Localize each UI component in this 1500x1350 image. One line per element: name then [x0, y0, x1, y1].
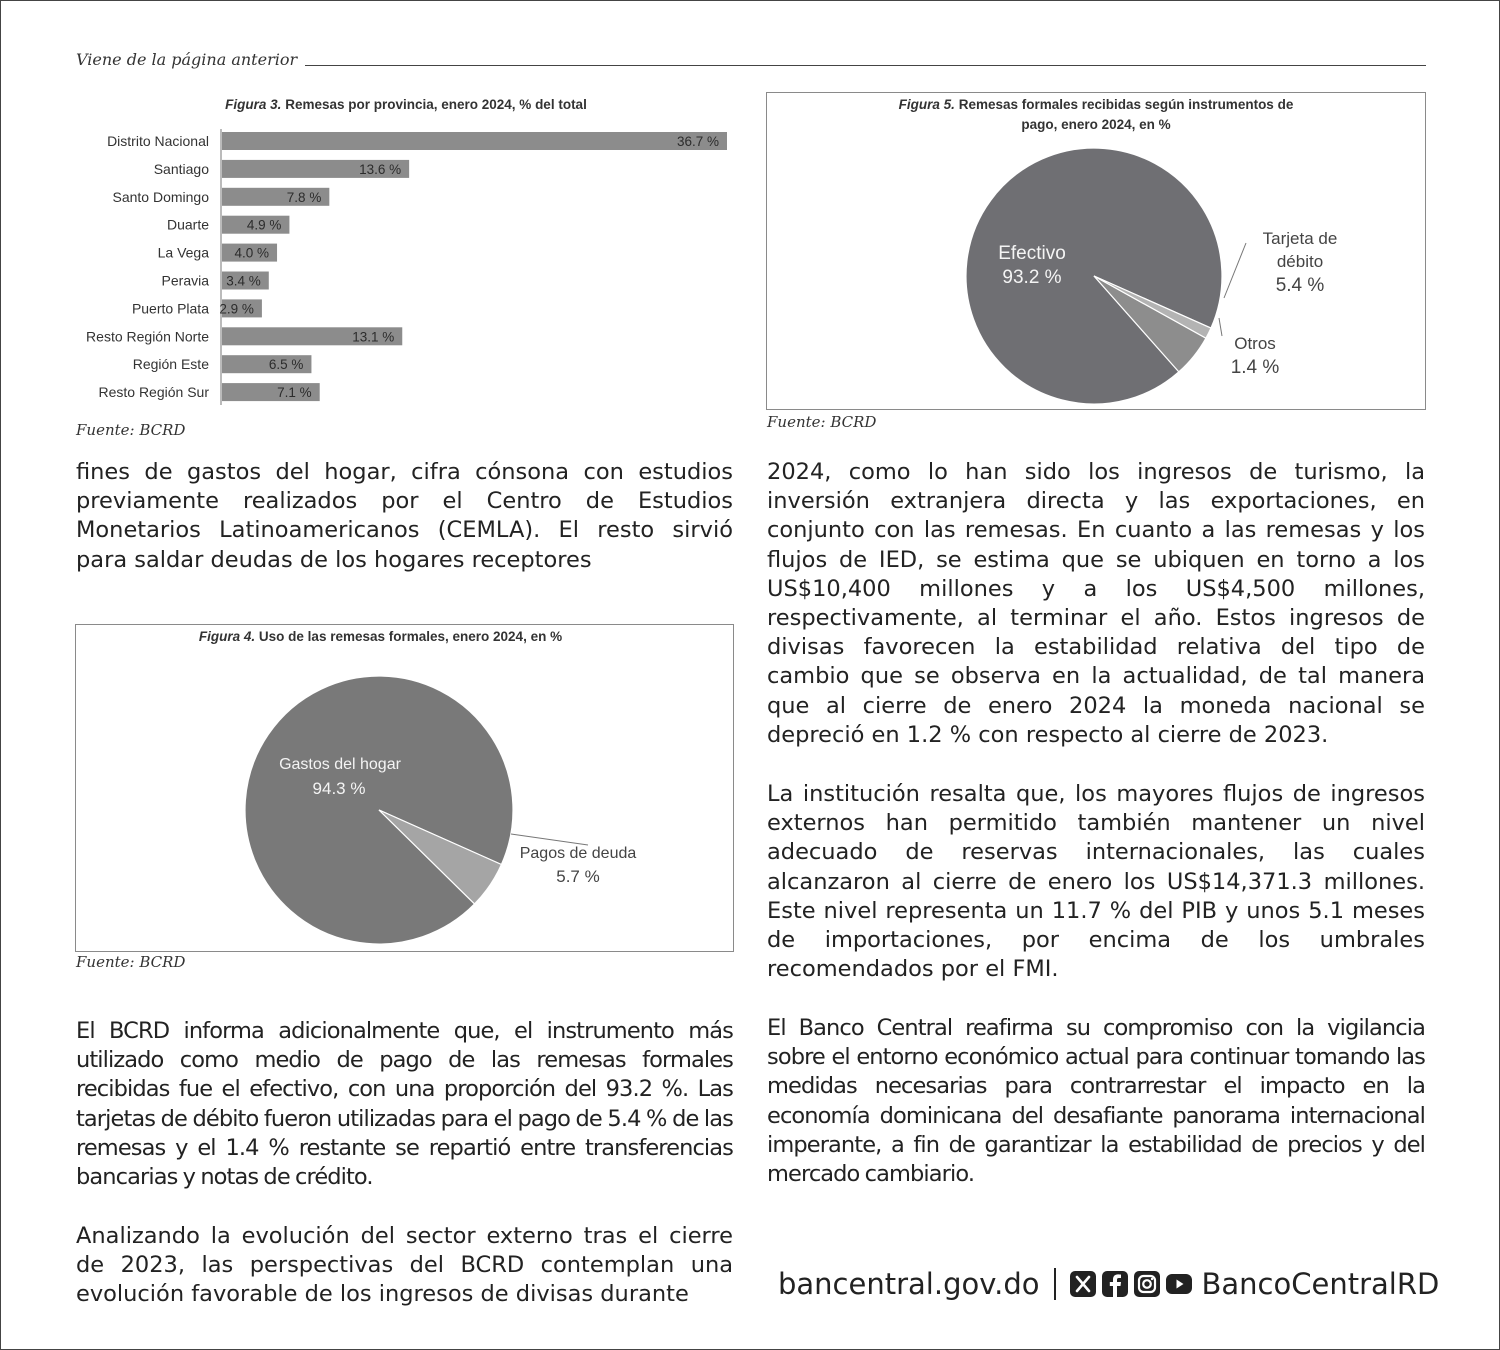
- figure3-category-peravia: Peravia: [161, 272, 209, 289]
- figure5-title-line2: pago, enero 2024, en %: [1021, 117, 1171, 132]
- right-paragraph-1: 2024, como lo han sido los ingresos de turismo, la inversión extranjera directa y las exportaciones, en conjunto con las remesas. En cuanto a las remesas y los flujos de IED, se estima que se ubiquen en torno a los US$10,400 millones y a los US$4,500 millones, respectivamente, al terminar el año. Estos ingresos de divisas favorecen la estabilidad relativa del tipo de cambio que se observa en la actualidad, de tal manera que al cierre de enero 2024 la moneda nacional se depreció en 1.2 % con respecto al cierre de 2023.: [767, 459, 1425, 748]
- figure5-label-otros: Otros: [1234, 334, 1276, 353]
- figure3-category-resto-region-sur: Resto Región Sur: [98, 384, 209, 401]
- footer-separator: [1054, 1268, 1056, 1300]
- figure4-label-gastos: Gastos del hogar: [279, 756, 401, 773]
- figure3-category-region-este: Región Este: [132, 356, 209, 373]
- figure4-value-gastos: 94.3 %: [312, 779, 366, 798]
- figure3-category-santiago: Santiago: [153, 160, 209, 177]
- left-paragraph-2: El BCRD informa adicionalmente que, el instrumento más utilizado como medio de pago de las remesas formales recibidas fue el efectivo, con una proporción del 93.2 %. Las tarjetas de débito fueron utilizadas para el pago de 5.4 % de las remesas y el 1.4 % restante se repartió entre transferencias bancarias y notas de crédito.: [76, 1018, 733, 1191]
- figure3-value-santo-domingo: 7.8 %: [286, 189, 322, 205]
- header-rule: [281, 65, 1426, 66]
- x-icon[interactable]: [1070, 1271, 1096, 1297]
- figure5-label-efectivo: Efectivo: [998, 243, 1066, 264]
- figure5-value-efectivo: 93.2 %: [1002, 267, 1062, 288]
- figure3-bar-distrito-nacional: [222, 132, 727, 150]
- continued-header: [76, 50, 1426, 74]
- footer: [778, 1260, 1439, 1308]
- figure3-title: [76, 95, 736, 115]
- figure4-label: Figura 4.: [198, 629, 256, 644]
- figure5-value-tarjeta: 5.4 %: [1275, 275, 1325, 296]
- figure3-value-santiago: 13.6 %: [359, 161, 402, 177]
- instagram-icon[interactable]: [1134, 1271, 1160, 1297]
- figure3-value-resto-region-sur: 7.1 %: [277, 385, 312, 401]
- figure5-title-line1: Remesas formales recibidas según instrumentos de: [958, 97, 1294, 112]
- figure5-source: Fuente: BCRD: [767, 413, 877, 431]
- figure3-value-peravia: 3.4 %: [226, 273, 261, 289]
- figure3-source: Fuente: BCRD: [76, 421, 186, 439]
- figure3-category-resto-region-norte: Resto Región Norte: [86, 328, 209, 345]
- figure4-source: Fuente: BCRD: [76, 953, 186, 971]
- figure4-box: [75, 624, 734, 952]
- figure4-pie-chart: [76, 625, 733, 951]
- right-paragraph-3: El Banco Central reafirma su compromiso con la vigilancia sobre el entorno económico actual para continuar tomando las medidas necesarias para contrarrestar el impacto en la economía dominicana del desafiante panorama internacional imperante, a fin de garantizar la estabilidad de precios y del mercado cambiario.: [767, 1015, 1425, 1188]
- figure3-label: Figura 3.: [225, 97, 282, 112]
- figure5-box: [766, 92, 1426, 410]
- figure3-bar-chart: [76, 125, 746, 410]
- figure3-value-resto-region-norte: 13.1 %: [352, 329, 395, 345]
- left-paragraph-3: Analizando la evolución del sector externo tras el cierre de 2023, las perspectivas del BCRD contemplan una evolución favorable de los ingresos de divisas durante: [76, 1223, 733, 1308]
- youtube-icon[interactable]: [1166, 1271, 1192, 1297]
- figure4-title-text: Uso de las remesas formales, enero 2024, en %: [258, 629, 563, 644]
- figure3-value-puerto-plata: 2.9 %: [219, 301, 254, 317]
- figure3-value-la-vega: 4.0 %: [234, 245, 270, 261]
- figure5-leader-line-tarjeta: [1224, 243, 1246, 298]
- figure3-category-puerto-plata: Puerto Plata: [131, 300, 209, 317]
- facebook-icon[interactable]: [1102, 1271, 1128, 1297]
- figure5-label-tarjeta-line2: débito: [1276, 252, 1324, 271]
- footer-website-link[interactable]: bancentral.gov.do: [778, 1267, 1040, 1301]
- right-paragraph-2: La institución resalta que, los mayores flujos de ingresos externos han permitido también mantener un nivel adecuado de reservas internacionales, las cuales alcanzaron al cierre de enero los US$14,371.3 millones. Este nivel representa un 11.7 % del PIB y unos 5.1 meses de importaciones, por encima de los umbrales recomendados por el FMI.: [767, 781, 1425, 983]
- figure3-category-santo-domingo: Santo Domingo: [112, 188, 209, 205]
- figure3-value-distrito-nacional: 36.7 %: [676, 134, 719, 149]
- figure5-label-tarjeta-line1: Tarjeta de: [1262, 229, 1338, 248]
- footer-social-handle[interactable]: BancoCentralRD: [1201, 1267, 1440, 1301]
- figure5-label: Figura 5.: [898, 97, 955, 112]
- figure3-category-duarte: Duarte: [166, 216, 209, 233]
- figure3-value-duarte: 4.9 %: [246, 217, 282, 233]
- continued-label: Viene de la página anterior: [76, 50, 305, 69]
- figure4-leader-line: [511, 834, 588, 845]
- figure3-category-distrito-nacional: Distrito Nacional: [107, 133, 209, 149]
- figure3-category-la-vega: La Vega: [157, 244, 209, 261]
- figure5-value-otros: 1.4 %: [1230, 357, 1280, 378]
- figure3-title-text: Remesas por provincia, enero 2024, % del total: [285, 97, 587, 112]
- figure4-value-pagos: 5.7 %: [556, 867, 600, 886]
- figure4-label-pagos: Pagos de deuda: [519, 845, 637, 862]
- figure5-leader-line-otros: [1219, 318, 1222, 336]
- figure5-pie-chart: [767, 93, 1425, 409]
- left-paragraph-1: fines de gastos del hogar, cifra cónsona con estudios previamente realizados por el Centro de Estudios Monetarios Latinoamericanos (CEMLA). El resto sirvió para saldar deudas de los hogares receptores: [76, 459, 733, 573]
- figure3-value-region-este: 6.5 %: [268, 357, 304, 373]
